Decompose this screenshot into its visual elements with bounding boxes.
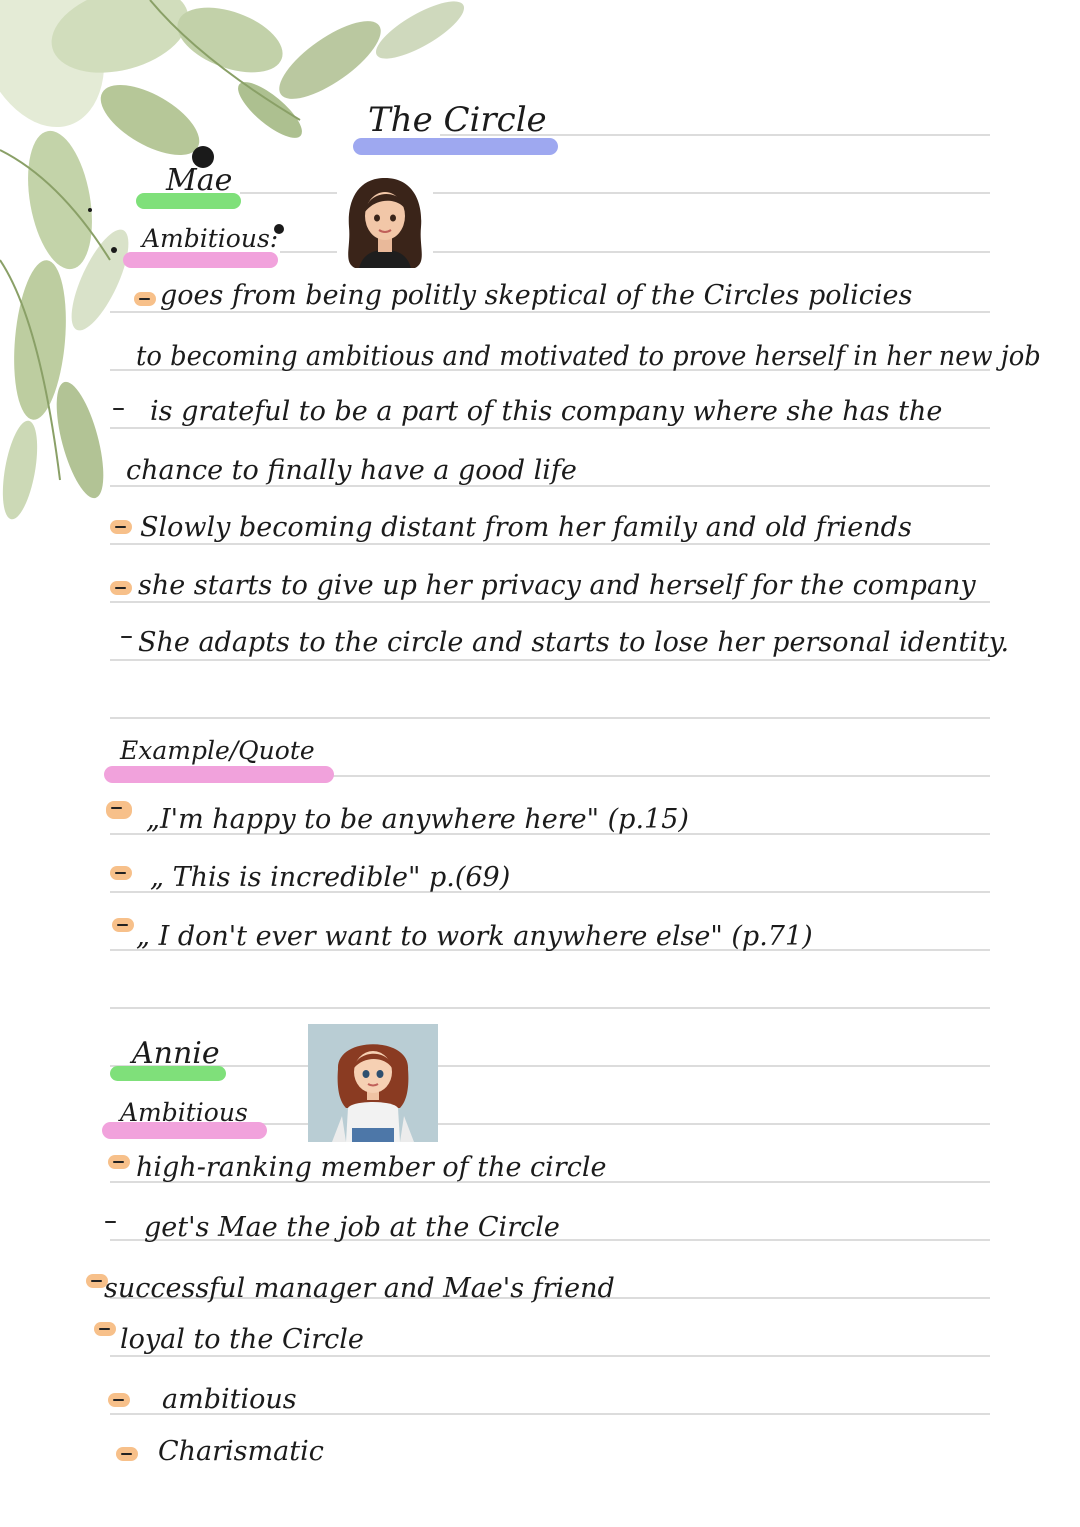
quote-1: „I'm happy to be anywhere here" (p.15) <box>146 804 689 835</box>
mae-trait-highlight <box>123 252 278 268</box>
mae-name: Mae <box>166 163 233 198</box>
quote-heading: Example/Quote <box>120 736 315 765</box>
annie-point-6: Charismatic <box>158 1436 324 1467</box>
mae-point-5: Slowly becoming distant from her family and old friends <box>140 512 912 543</box>
mae-point-3: is grateful to be a part of this company where she has the <box>150 396 943 427</box>
bullet-icon <box>116 1447 138 1461</box>
mae-point-1: goes from being politly skeptical of the Circles policies <box>160 280 913 311</box>
bullet-icon <box>94 1322 116 1336</box>
bullet-icon <box>112 918 134 932</box>
bullet-icon <box>108 1393 130 1407</box>
bullet-icon <box>134 292 156 306</box>
bullet-icon <box>110 520 132 534</box>
mae-point-2: to becoming ambitious and motivated to prove herself in her new job <box>136 341 1041 372</box>
bullet-icon <box>108 1155 130 1169</box>
mae-point-7: She adapts to the circle and starts to lose her personal identity. <box>138 627 1010 658</box>
bullet-icon <box>110 581 132 595</box>
page-title: The Circle <box>368 100 547 140</box>
annie-point-4: loyal to the Circle <box>120 1324 364 1355</box>
annie-point-5: ambitious <box>162 1384 297 1415</box>
annie-trait: Ambitious <box>120 1098 248 1127</box>
bullet-icon <box>116 630 138 644</box>
bullet-icon <box>100 1215 122 1229</box>
mae-avatar <box>337 172 433 268</box>
quote-2: „ This is incredible" p.(69) <box>150 862 511 893</box>
bullet-icon <box>110 866 132 880</box>
mae-point-4: chance to finally have a good life <box>126 455 577 486</box>
annie-point-1: high-ranking member of the circle <box>136 1152 607 1183</box>
bullet-icon <box>106 801 132 819</box>
mae-point-6: she starts to give up her privacy and herself for the company <box>138 570 976 601</box>
bullet-icon <box>108 402 130 416</box>
annie-point-2: get's Mae the job at the Circle <box>144 1212 560 1243</box>
annie-name: Annie <box>132 1036 220 1071</box>
title-highlight <box>353 138 558 155</box>
quote-3: „ I don't ever want to work anywhere else" (p.71) <box>136 921 813 952</box>
quote-heading-highlight <box>104 766 334 783</box>
mae-trait: Ambitious: <box>142 224 279 253</box>
annie-avatar <box>308 1024 438 1142</box>
annie-point-3: successful manager and Mae's friend <box>104 1273 615 1304</box>
